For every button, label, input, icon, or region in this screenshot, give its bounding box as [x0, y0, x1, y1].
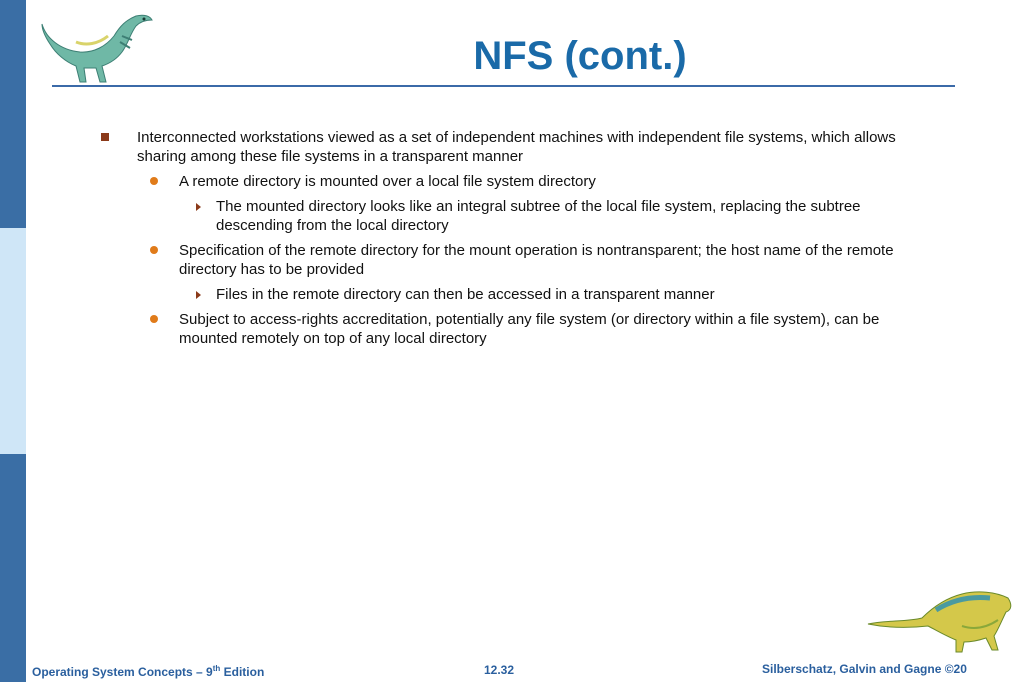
dot-bullet-icon	[150, 315, 158, 323]
square-bullet-icon	[101, 133, 109, 141]
title-underline	[52, 85, 955, 87]
dinosaur-logo-bottom	[866, 586, 1016, 656]
side-bar	[0, 0, 26, 682]
side-bar-middle	[0, 228, 26, 454]
slide-title: NFS (cont.)	[473, 34, 687, 78]
bullet-level3-files: Files in the remote directory can then be accessed in a transparent manner	[216, 286, 715, 303]
dot-bullet-icon	[150, 246, 158, 254]
footer-slide-number: 12.32	[484, 663, 515, 677]
dinosaur-logo-top	[36, 6, 156, 86]
triangle-bullet-icon	[196, 291, 201, 299]
side-bar-bottom	[0, 454, 26, 682]
bullet-level2-specification: Specification of the remote directory for the mount operation is nontransparent; the host name of the remote directory has to be provided	[179, 242, 894, 278]
footer-edition-word: Edition	[220, 665, 265, 679]
bullet-level2-mount: A remote directory is mounted over a local file system directory	[179, 173, 596, 190]
footer-book-title	[32, 664, 264, 680]
dot-bullet-icon	[150, 177, 158, 185]
footer-edition-superscript: th	[212, 664, 221, 673]
side-bar-top	[0, 0, 26, 228]
footer-authors: Silberschatz, Galvin and Gagne ©20	[762, 662, 967, 676]
bullet-level1: Interconnected workstations viewed as a set of independent machines with independent file systems, which allows sharing among these file systems in a transparent manner	[137, 129, 896, 165]
bullet-level2-access-rights: Subject to access-rights accreditation, potentially any file system (or directory within a file system), can be mounted remotely on top of any local directory	[179, 311, 880, 347]
footer-book-title-text: Operating System Concepts – 9	[32, 665, 213, 679]
bullet-level3-subtree: The mounted directory looks like an integral subtree of the local file system, replacing the subtree descending from the local directory	[216, 198, 861, 234]
triangle-bullet-icon	[196, 203, 201, 211]
